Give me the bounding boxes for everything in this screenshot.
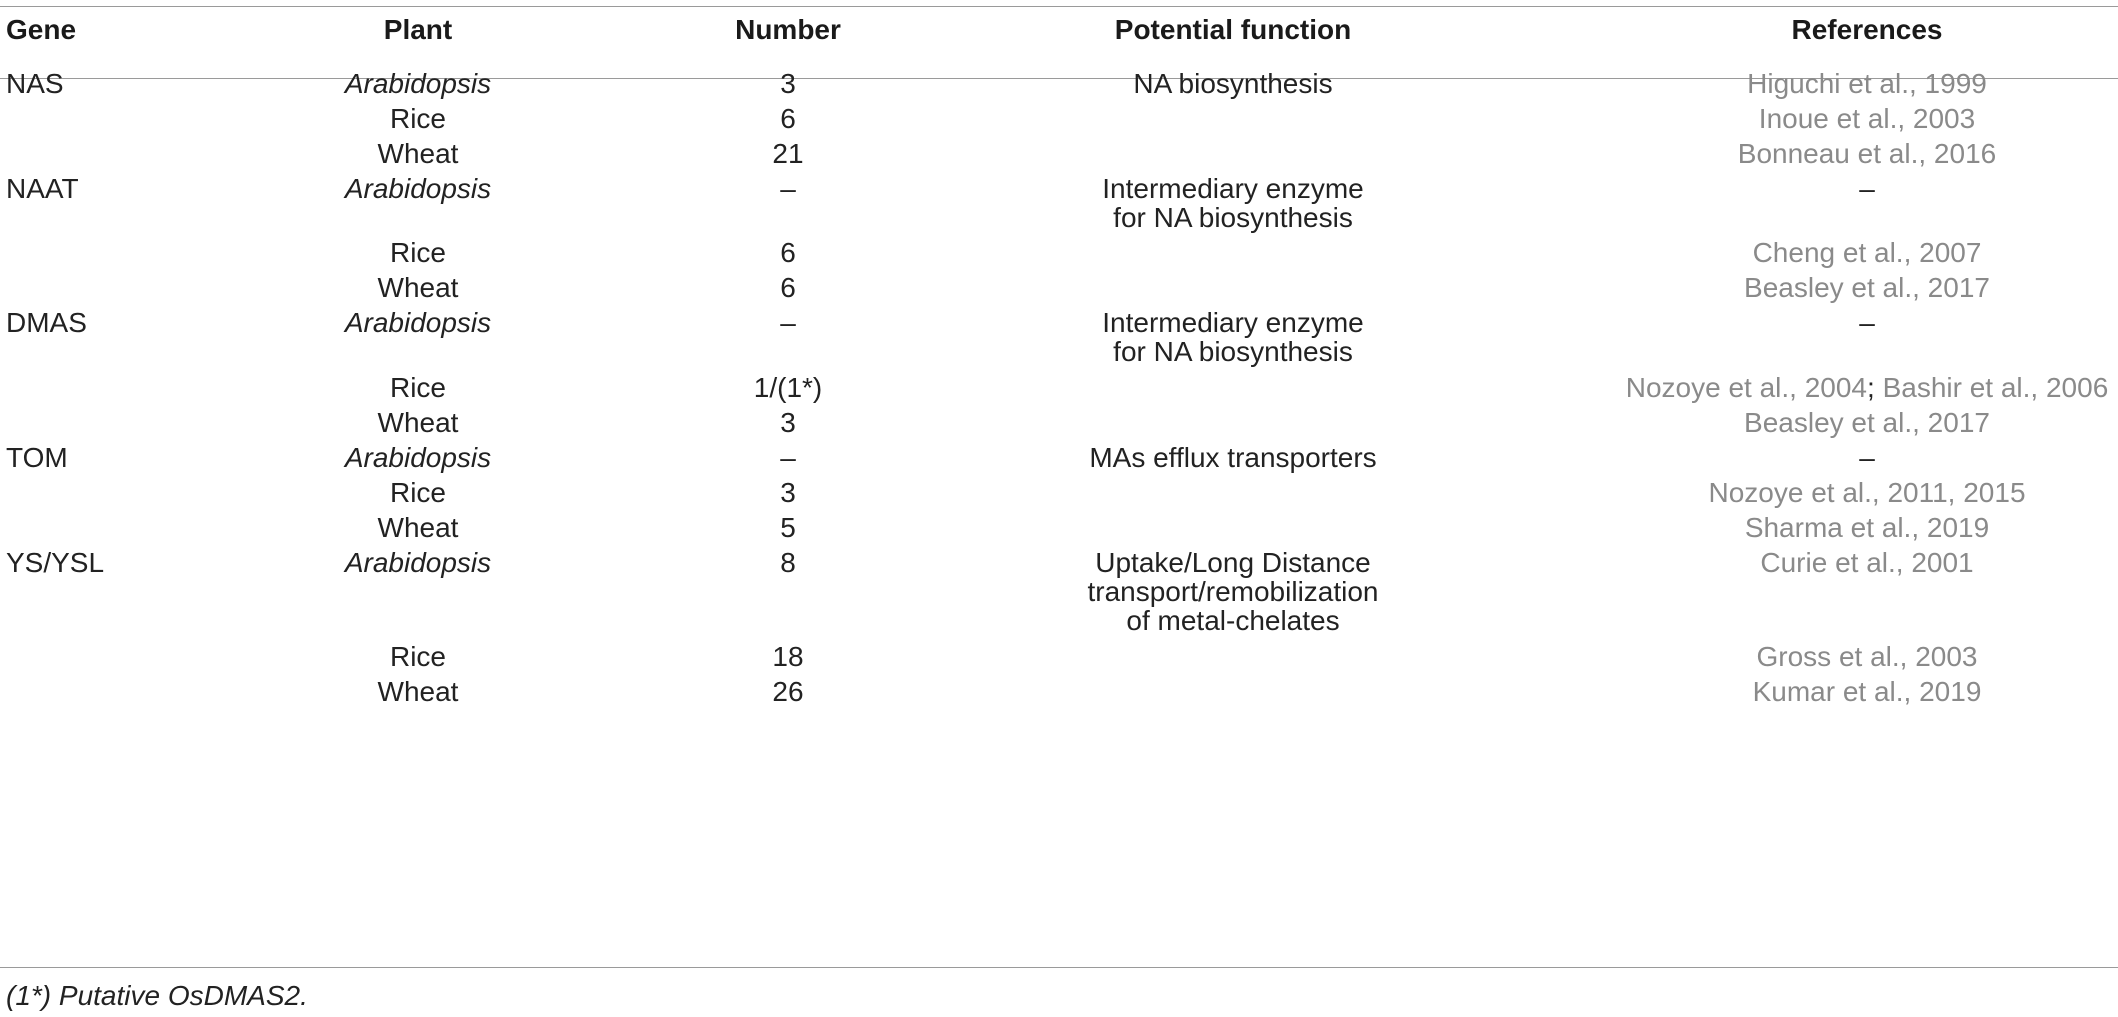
reference-separator: ; xyxy=(1867,372,1883,403)
cell-gene: NAAT xyxy=(6,173,79,204)
cell-gene: YS/YSL xyxy=(6,547,105,578)
cell-gene: NAS xyxy=(6,68,64,99)
cell-gene: DMAS xyxy=(6,307,87,338)
cell-gene: TOM xyxy=(6,442,68,473)
reference-link[interactable]: Bashir et al., 2006 xyxy=(1882,372,2109,403)
reference-link[interactable]: Nozoye et al., 2004 xyxy=(1625,372,1868,403)
table-top-rule xyxy=(0,6,2118,7)
header-gene: Gene xyxy=(6,14,77,45)
table-footnote: (1*) Putative OsDMAS2. xyxy=(6,980,308,1011)
table-bottom-rule xyxy=(0,967,2118,968)
